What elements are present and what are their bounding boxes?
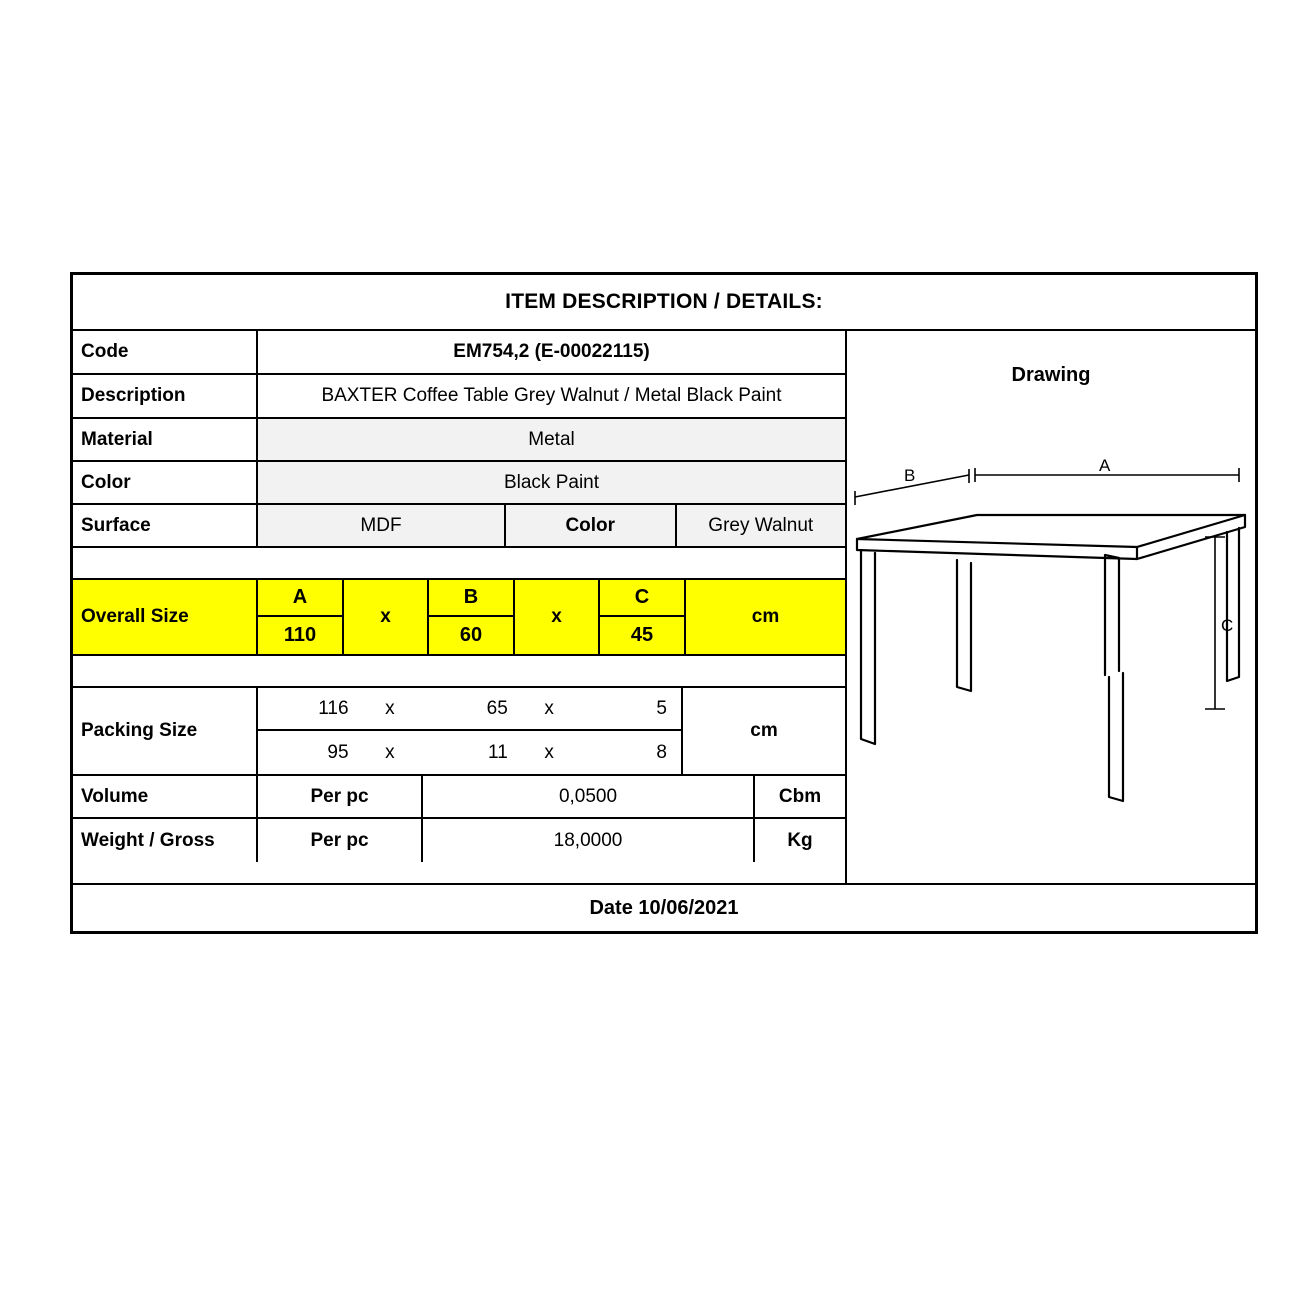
row-surface-color-value: Grey Walnut — [677, 505, 846, 546]
packing-size-values — [258, 688, 683, 774]
overall-size-x2: x — [515, 580, 600, 654]
row-surface — [73, 505, 845, 548]
item-detail-sheet — [70, 272, 1258, 934]
row-description-value: BAXTER Coffee Table Grey Walnut / Metal Black Paint — [321, 385, 782, 406]
dimension-label-c: C — [1221, 616, 1234, 635]
overall-size-b-label: B — [429, 580, 513, 617]
overall-size-c-label: C — [600, 580, 684, 617]
row-surface-label: Surface — [73, 505, 258, 546]
packing-size-unit: cm — [750, 720, 778, 741]
packing-size-l1-d1: 116 — [318, 697, 349, 719]
packing-size-label: Packing Size — [73, 688, 258, 774]
row-color-value: Black Paint — [258, 462, 845, 503]
packing-size-l2-d1: 95 — [327, 741, 349, 763]
packing-size-row — [73, 688, 845, 776]
row-weight-value: 18,0000 — [423, 819, 755, 862]
overall-size-a-label: A — [258, 580, 342, 617]
sheet-footer-date: Date 10/06/2021 — [73, 883, 1255, 931]
spacer-above-overall — [73, 548, 845, 580]
overall-size-a — [258, 580, 344, 654]
row-code — [73, 331, 845, 375]
packing-size-l1-x1: x — [385, 697, 395, 719]
row-color-label: Color — [73, 462, 258, 503]
packing-size-l1-x2: x — [544, 697, 554, 719]
row-color — [73, 462, 845, 505]
row-code-value: EM754,2 (E-00022115) — [453, 341, 650, 362]
packing-size-l1-d2: 65 — [486, 697, 508, 719]
sheet-title: ITEM DESCRIPTION / DETAILS: — [73, 275, 1255, 331]
overall-size-b — [429, 580, 515, 654]
row-material-value: Metal — [258, 419, 845, 460]
dimension-label-b: B — [904, 466, 916, 485]
overall-size-c-value: 45 — [630, 624, 654, 646]
row-surface-color-label: Color — [506, 505, 677, 546]
drawing-panel — [847, 331, 1255, 883]
row-code-label: Code — [73, 331, 258, 373]
row-material — [73, 419, 845, 462]
spacer-below-overall — [73, 656, 845, 688]
row-description-label: Description — [73, 375, 258, 417]
row-surface-value: MDF — [258, 505, 506, 546]
row-weight-label: Weight / Gross — [73, 819, 258, 862]
row-volume-label: Volume — [73, 776, 258, 817]
drawing-area — [847, 419, 1255, 883]
overall-size-a-value: 110 — [283, 624, 317, 646]
packing-size-l2-d2: 11 — [488, 741, 508, 763]
row-volume-per: Per pc — [258, 776, 423, 817]
overall-size-row — [73, 580, 845, 656]
drawing-header: Drawing — [1011, 363, 1091, 386]
row-weight — [73, 819, 845, 862]
coffee-table-illustration — [847, 419, 1255, 859]
packing-size-l2-x2: x — [544, 741, 554, 763]
row-volume-unit: Cbm — [778, 785, 822, 807]
row-weight-per: Per pc — [258, 819, 423, 862]
packing-size-l2-x1: x — [385, 741, 395, 763]
overall-size-label: Overall Size — [73, 580, 258, 654]
sheet-body — [73, 331, 1255, 883]
row-weight-unit: Kg — [787, 829, 813, 851]
overall-size-c — [600, 580, 686, 654]
row-volume-value: 0,0500 — [423, 776, 755, 817]
dimension-label-a: A — [1099, 456, 1111, 475]
overall-size-b-value: 60 — [459, 624, 483, 646]
packing-size-l1-d3: 5 — [656, 697, 667, 719]
spec-table — [73, 331, 847, 883]
packing-size-line-2 — [258, 731, 681, 774]
overall-size-unit: cm — [751, 606, 780, 627]
overall-size-x1: x — [344, 580, 429, 654]
row-material-label: Material — [73, 419, 258, 460]
row-description — [73, 375, 845, 419]
packing-size-line-1 — [258, 688, 681, 731]
packing-size-l2-d3: 8 — [656, 741, 667, 763]
row-volume — [73, 776, 845, 819]
